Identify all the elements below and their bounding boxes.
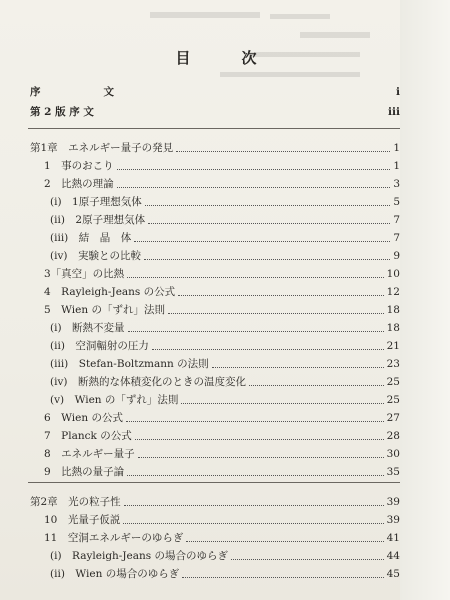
toc-entry: 1 事のおこり 1 — [44, 160, 400, 172]
toc-entry: 8 エネルギー量子 30 — [44, 448, 400, 460]
bleed-through-text — [0, 0, 450, 90]
toc-subentry: (iv) 断熱的な体積変化のときの温度変化 25 — [50, 376, 400, 388]
divider — [28, 128, 400, 129]
entry-label: 第2章 光の粒子性 — [30, 496, 121, 508]
page-title: 目 次 — [175, 49, 275, 67]
front-preface — [30, 86, 400, 99]
toc-subentry: (i) Rayleigh-Jeans の場合のゆらぎ 44 — [50, 550, 400, 562]
toc-entry: 11 空洞エネルギーのゆらぎ 41 — [44, 532, 400, 544]
toc-subentry: (i) 断熱不変量 18 — [50, 322, 400, 334]
toc-subentry: (ii) 空洞輻射の圧力 21 — [50, 340, 400, 352]
toc-entry: 3「真空」の比熱 10 — [44, 268, 400, 280]
chapter-2-heading — [30, 496, 400, 509]
entry-page: iii — [388, 106, 400, 118]
toc-subentry: (v) Wien の「ずれ」法則 25 — [50, 394, 400, 406]
entry-page: i — [396, 86, 400, 98]
page-edge — [400, 0, 450, 600]
entry-label: 序 文 — [30, 86, 114, 98]
entry-page: 39 — [386, 496, 400, 508]
toc-subentry: (iv) 実験との比較 9 — [50, 250, 400, 262]
toc-entry: 4 Rayleigh-Jeans の公式 12 — [44, 286, 400, 298]
chapter-1-heading — [30, 142, 400, 155]
toc-entry: 5 Wien の「ずれ」法則 18 — [44, 304, 400, 316]
entry-label: 第 2 版 序 文 — [30, 106, 94, 118]
toc-subentry: (iii) 結 晶 体 7 — [50, 232, 400, 244]
toc-entry: 6 Wien の公式 27 — [44, 412, 400, 424]
toc-subentry: (i) 1原子理想気体 5 — [50, 196, 400, 208]
toc-entry: 9 比熱の量子論 35 — [44, 466, 400, 478]
toc-subentry: (ii) 2原子理想気体 7 — [50, 214, 400, 226]
entry-page: 1 — [393, 142, 400, 154]
toc-entry: 2 比熱の理論 3 — [44, 178, 400, 190]
front-second-preface — [30, 106, 400, 119]
divider — [28, 482, 400, 483]
toc-subentry: (iii) Stefan-Boltzmann の法則 23 — [50, 358, 400, 370]
toc-entry: 7 Planck の公式 28 — [44, 430, 400, 442]
entry-label: 第1章 エネルギー量子の発見 — [30, 142, 174, 154]
toc-subentry: (ii) Wien の場合のゆらぎ 45 — [50, 568, 400, 580]
toc-entry: 10 光量子仮説 39 — [44, 514, 400, 526]
